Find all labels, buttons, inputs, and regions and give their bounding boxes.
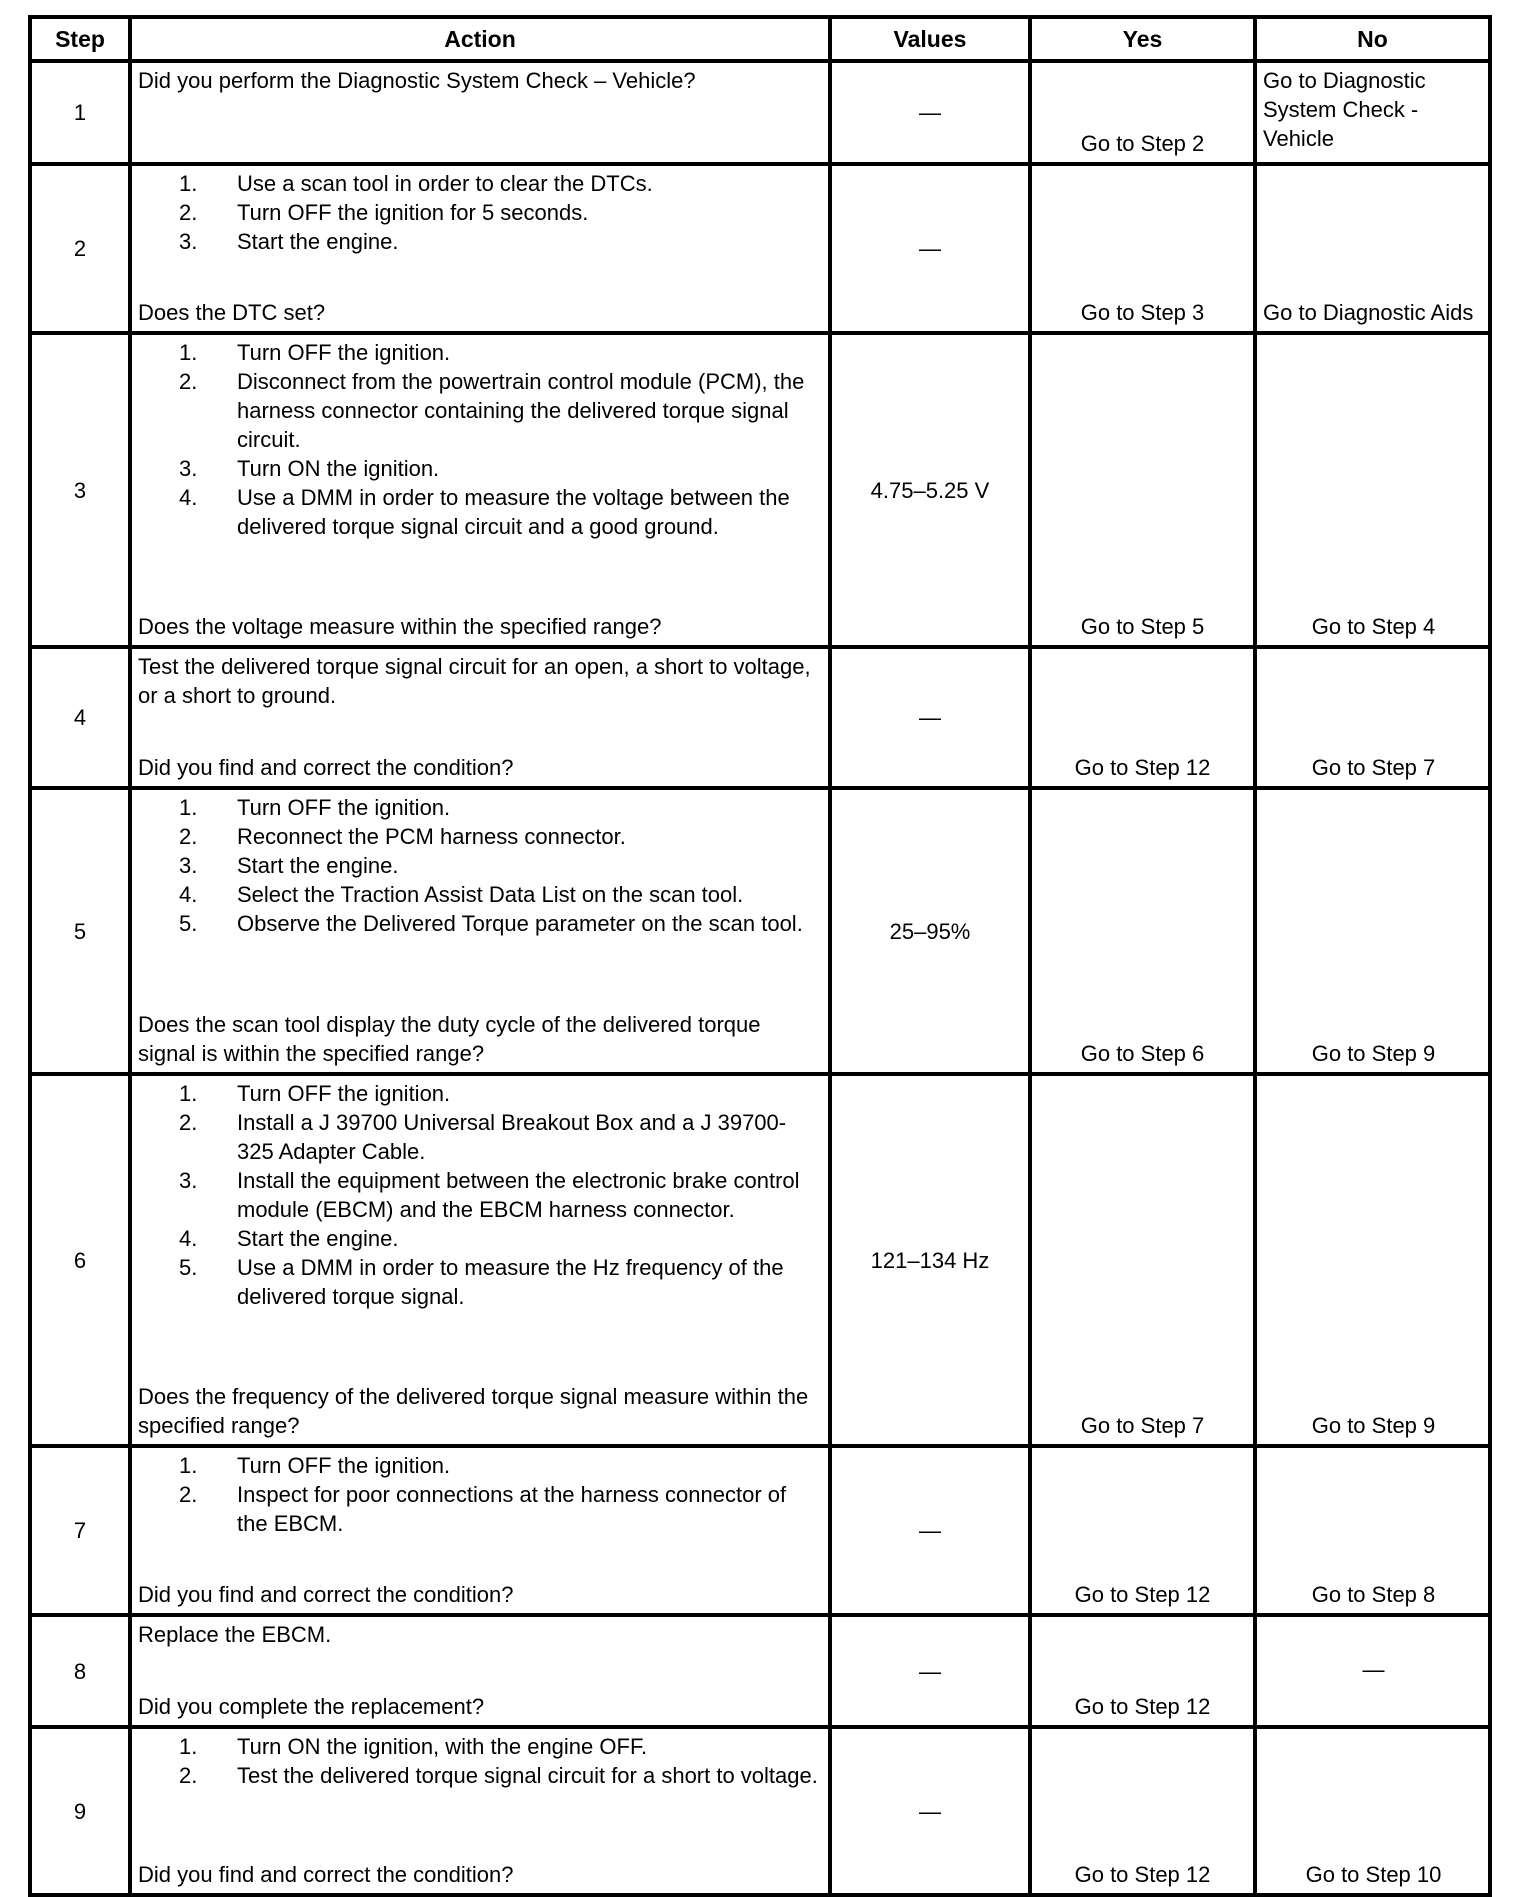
action-step-number-text: 1. <box>179 340 198 365</box>
action-step <box>138 454 822 483</box>
action-intro: Did you perform the Diagnostic System Check – Vehicle? <box>138 68 696 93</box>
action-step <box>138 793 822 822</box>
values-cell: — <box>830 647 1030 788</box>
action-step-number-text: 3. <box>179 853 198 878</box>
header-yes: Yes <box>1030 17 1255 61</box>
action-cell <box>130 164 830 333</box>
action-step-number <box>138 1480 237 1538</box>
action-question: Did you complete the replacement? <box>138 1694 485 1719</box>
action-step-text: Turn OFF the ignition. <box>237 340 451 365</box>
step-number: 1 <box>30 61 130 164</box>
action-step <box>138 1761 822 1790</box>
action-top <box>138 793 822 938</box>
action-top <box>138 652 822 710</box>
action-content <box>138 1620 822 1721</box>
no-cell: Go to Step 7 <box>1255 647 1490 788</box>
action-step-number-text: 2. <box>179 369 198 394</box>
action-step <box>138 367 822 454</box>
action-step-number-text: 1. <box>179 171 198 196</box>
step-number: 9 <box>30 1727 130 1895</box>
action-step <box>138 1224 822 1253</box>
action-step-text: Observe the Delivered Torque parameter on the scan tool. <box>237 911 803 936</box>
table-row <box>30 1446 1490 1615</box>
action-cell <box>130 1727 830 1895</box>
action-step-number-text: 2. <box>179 1482 198 1507</box>
action-top <box>138 338 822 541</box>
values-cell: — <box>830 164 1030 333</box>
action-step <box>138 851 822 880</box>
table-row <box>30 788 1490 1074</box>
action-top <box>138 1079 822 1311</box>
table-row <box>30 647 1490 788</box>
action-step-number <box>138 338 237 367</box>
action-step-text: Use a DMM in order to measure the Hz frequency of the delivered torque signal. <box>237 1255 784 1309</box>
values-cell: 121–134 Hz <box>830 1074 1030 1446</box>
action-step-number-text: 5. <box>179 911 198 936</box>
action-steps <box>138 1451 822 1538</box>
table-row <box>30 1615 1490 1727</box>
action-step-number <box>138 822 237 851</box>
action-step-number <box>138 1451 237 1480</box>
table-row <box>30 1727 1490 1895</box>
action-question: Does the voltage measure within the specified range? <box>138 614 662 639</box>
action-step-text: Turn ON the ignition. <box>237 456 440 481</box>
no-cell: Go to Step 4 <box>1255 333 1490 647</box>
action-steps <box>138 169 822 256</box>
action-question: Does the scan tool display the duty cycle of the delivered torque signal is within the specified range? <box>138 1012 761 1066</box>
action-cell <box>130 1446 830 1615</box>
values-cell: 4.75–5.25 V <box>830 333 1030 647</box>
action-cell <box>130 1615 830 1727</box>
action-step <box>138 198 822 227</box>
values-cell: 25–95% <box>830 788 1030 1074</box>
action-step-text: Turn OFF the ignition. <box>237 1453 451 1478</box>
action-step-text: Start the engine. <box>237 229 399 254</box>
action-steps <box>138 1732 822 1790</box>
action-step <box>138 1253 822 1311</box>
action-content <box>138 652 822 782</box>
values-cell: — <box>830 1446 1030 1615</box>
action-step-text: Install the equipment between the electronic brake control module (EBCM) and the EBCM harness connector. <box>237 1168 800 1222</box>
action-top <box>138 66 822 95</box>
action-step-number-text: 3. <box>179 1168 198 1193</box>
step-number: 8 <box>30 1615 130 1727</box>
action-step-number-text: 3. <box>179 229 198 254</box>
action-step <box>138 227 822 256</box>
action-step-number-text: 1. <box>179 795 198 820</box>
action-step-text: Test the delivered torque signal circuit for a short to voltage. <box>237 1763 818 1788</box>
action-step <box>138 822 822 851</box>
action-question: Does the DTC set? <box>138 300 326 325</box>
action-step-number <box>138 1108 237 1166</box>
action-step-text: Turn OFF the ignition. <box>237 1081 451 1106</box>
no-cell: Go to Step 10 <box>1255 1727 1490 1895</box>
action-cell <box>130 647 830 788</box>
header-no: No <box>1255 17 1490 61</box>
action-cell <box>130 788 830 1074</box>
values-cell: — <box>830 1727 1030 1895</box>
action-step-number <box>138 1079 237 1108</box>
action-step-number <box>138 851 237 880</box>
action-step-number-text: 5. <box>179 1255 198 1280</box>
action-step-number-text: 1. <box>179 1453 198 1478</box>
action-step <box>138 1166 822 1224</box>
action-question: Did you find and correct the condition? <box>138 1582 514 1607</box>
step-number: 6 <box>30 1074 130 1446</box>
yes-cell: Go to Step 6 <box>1030 788 1255 1074</box>
action-step-number <box>138 227 237 256</box>
action-step-number-text: 2. <box>179 200 198 225</box>
action-step <box>138 909 822 938</box>
step-number: 3 <box>30 333 130 647</box>
action-step-number <box>138 1166 237 1224</box>
header-step: Step <box>30 17 130 61</box>
action-step <box>138 169 822 198</box>
yes-cell: Go to Step 12 <box>1030 1446 1255 1615</box>
action-steps <box>138 793 822 938</box>
action-step-number-text: 4. <box>179 1226 198 1251</box>
action-step-text: Turn OFF the ignition. <box>237 795 451 820</box>
action-steps <box>138 338 822 541</box>
action-content <box>138 1079 822 1440</box>
action-intro: Test the delivered torque signal circuit for an open, a short to voltage, or a short to ground. <box>138 654 811 708</box>
action-step-number <box>138 454 237 483</box>
action-step-text: Use a scan tool in order to clear the DTCs. <box>237 171 653 196</box>
action-step <box>138 1480 822 1538</box>
action-content <box>138 169 822 327</box>
yes-cell: Go to Step 12 <box>1030 1727 1255 1895</box>
action-step-text: Install a J 39700 Universal Breakout Box and a J 39700-325 Adapter Cable. <box>237 1110 787 1164</box>
step-number: 2 <box>30 164 130 333</box>
action-content <box>138 793 822 1068</box>
step-number: 4 <box>30 647 130 788</box>
action-question: Does the frequency of the delivered torque signal measure within the specified range? <box>138 1384 809 1438</box>
action-step <box>138 1079 822 1108</box>
yes-cell: Go to Step 2 <box>1030 61 1255 164</box>
table-row <box>30 333 1490 647</box>
action-step-text: Inspect for poor connections at the harness connector of the EBCM. <box>237 1482 787 1536</box>
action-step <box>138 338 822 367</box>
action-step-number-text: 2. <box>179 824 198 849</box>
step-number: 5 <box>30 788 130 1074</box>
no-cell: Go to Diagnostic System Check - Vehicle <box>1255 61 1490 164</box>
action-step <box>138 1451 822 1480</box>
action-cell <box>130 1074 830 1446</box>
yes-cell: Go to Step 5 <box>1030 333 1255 647</box>
action-step-number-text: 2. <box>179 1763 198 1788</box>
action-step-number <box>138 909 237 938</box>
action-step-text: Start the engine. <box>237 1226 399 1251</box>
header-values: Values <box>830 17 1030 61</box>
action-step-number <box>138 1761 237 1790</box>
action-step-text: Start the engine. <box>237 853 399 878</box>
no-cell: Go to Step 8 <box>1255 1446 1490 1615</box>
action-step-number-text: 1. <box>179 1081 198 1106</box>
action-top <box>138 1620 822 1649</box>
action-step-text: Turn OFF the ignition for 5 seconds. <box>237 200 589 225</box>
action-step-number-text: 4. <box>179 485 198 510</box>
action-question: Did you find and correct the condition? <box>138 755 514 780</box>
action-step-number <box>138 169 237 198</box>
action-step-number <box>138 198 237 227</box>
action-content <box>138 66 822 158</box>
action-question: Did you find and correct the condition? <box>138 1862 514 1887</box>
step-number: 7 <box>30 1446 130 1615</box>
action-step <box>138 880 822 909</box>
action-intro: Replace the EBCM. <box>138 1622 332 1647</box>
no-cell: Go to Step 9 <box>1255 788 1490 1074</box>
action-step <box>138 1108 822 1166</box>
action-step-text: Turn ON the ignition, with the engine OFF. <box>237 1734 648 1759</box>
values-cell: — <box>830 61 1030 164</box>
action-step-number-text: 2. <box>179 1110 198 1135</box>
action-step <box>138 483 822 541</box>
values-cell: — <box>830 1615 1030 1727</box>
action-step-number <box>138 1253 237 1311</box>
action-steps <box>138 1079 822 1311</box>
action-top <box>138 169 822 256</box>
yes-cell: Go to Step 7 <box>1030 1074 1255 1446</box>
action-step-number <box>138 880 237 909</box>
action-step-number-text: 3. <box>179 456 198 481</box>
no-cell: Go to Step 9 <box>1255 1074 1490 1446</box>
action-content <box>138 1451 822 1609</box>
yes-cell: Go to Step 12 <box>1030 647 1255 788</box>
yes-cell: Go to Step 12 <box>1030 1615 1255 1727</box>
action-step <box>138 1732 822 1761</box>
no-cell: — <box>1255 1615 1490 1727</box>
diagnostic-table <box>28 15 1492 1897</box>
action-top <box>138 1451 822 1538</box>
action-step-text: Select the Traction Assist Data List on the scan tool. <box>237 882 744 907</box>
action-step-number <box>138 483 237 541</box>
action-step-text: Use a DMM in order to measure the voltage between the delivered torque signal circuit and a good ground. <box>237 485 790 539</box>
action-step-number-text: 1. <box>179 1734 198 1759</box>
table-row <box>30 1074 1490 1446</box>
yes-cell: Go to Step 3 <box>1030 164 1255 333</box>
action-step-text: Disconnect from the powertrain control module (PCM), the harness connector containing the delivered torque signal circuit. <box>237 369 805 452</box>
action-top <box>138 1732 822 1790</box>
table-row <box>30 164 1490 333</box>
no-cell: Go to Diagnostic Aids <box>1255 164 1490 333</box>
header-row <box>30 17 1490 61</box>
table-row <box>30 61 1490 164</box>
action-cell <box>130 333 830 647</box>
action-step-number-text: 4. <box>179 882 198 907</box>
action-content <box>138 338 822 641</box>
action-step-number <box>138 1224 237 1253</box>
action-content <box>138 1732 822 1889</box>
action-step-number <box>138 1732 237 1761</box>
action-step-text: Reconnect the PCM harness connector. <box>237 824 626 849</box>
header-action: Action <box>130 17 830 61</box>
action-step-number <box>138 793 237 822</box>
action-cell <box>130 61 830 164</box>
action-step-number <box>138 367 237 454</box>
